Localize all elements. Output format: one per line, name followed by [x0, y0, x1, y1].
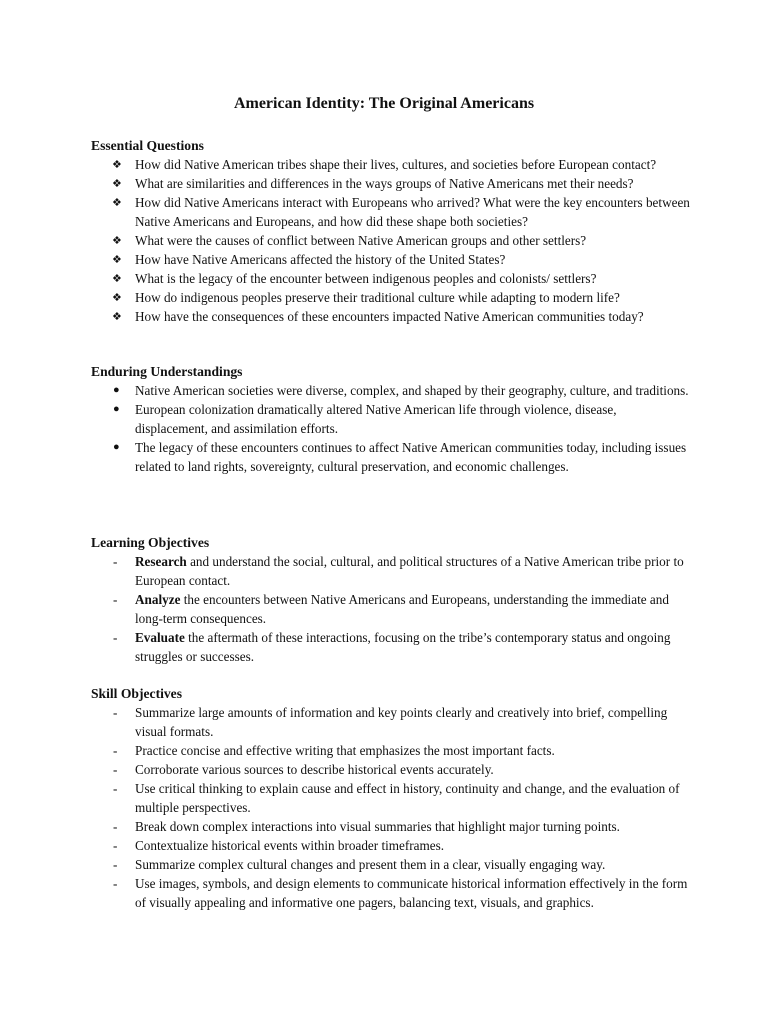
list-item: ❖ How have Native Americans affected the history of the United States?: [112, 252, 506, 267]
list-item: ● The legacy of these encounters continues to affect Native American communities today, including issues related to land rights, sovereignty, cultural preservation, and economic challenges.: [113, 440, 687, 474]
list-item: ❖ How did Native Americans interact with Europeans who arrived? What were the key encounters between Native Americans and Europeans, and how did these shape both societies?: [112, 195, 690, 229]
list-item: - Contextualize historical events within broader timeframes.: [113, 838, 445, 853]
dash-bullet-icon: -: [113, 705, 118, 720]
diamond-bullet-icon: ❖: [112, 291, 122, 304]
list-item: - Summarize large amounts of information and key points clearly and creatively into brief, compelling visual formats.: [113, 705, 668, 739]
dash-bullet-icon: -: [113, 781, 118, 796]
list-item: ● European colonization dramatically altered Native American life through violence, disease, displacement, and assimilation efforts.: [113, 402, 617, 436]
round-bullet-icon: ●: [113, 441, 120, 453]
list-item: - Use images, symbols, and design elements to communicate historical information effectively in the form of visually appealing and informative one pagers, balancing text, visuals, and graphics.: [113, 876, 688, 910]
objective-keyword: Research: [135, 554, 187, 569]
essential-questions-heading: Essential Questions: [91, 138, 204, 153]
dash-bullet-icon: -: [113, 743, 118, 758]
dash-bullet-icon: -: [113, 592, 118, 607]
objective-keyword: Analyze: [135, 592, 181, 607]
diamond-bullet-icon: ❖: [112, 310, 122, 323]
enduring-understandings-list: [91, 381, 691, 476]
diamond-bullet-icon: ❖: [112, 196, 122, 209]
learning-objectives-section: [91, 533, 691, 666]
list-item: - Use critical thinking to explain cause and effect in history, continuity and change, and the evaluation of multiple perspectives.: [113, 781, 680, 815]
list-item: - Analyze the encounters between Native Americans and Europeans, understanding the immediate and long-term consequences.: [113, 592, 669, 626]
list-item: - Practice concise and effective writing that emphasizes the most important facts.: [113, 743, 555, 758]
dash-bullet-icon: -: [113, 762, 118, 777]
diamond-bullet-icon: ❖: [112, 158, 122, 171]
dash-bullet-icon: -: [113, 819, 118, 834]
round-bullet-icon: ●: [113, 384, 120, 396]
dash-bullet-icon: -: [113, 554, 118, 569]
dash-bullet-icon: -: [113, 630, 118, 645]
skill-objectives-list: [91, 703, 691, 912]
round-bullet-icon: ●: [113, 403, 120, 415]
list-item: ❖ What were the causes of conflict between Native American groups and other settlers?: [112, 233, 587, 248]
list-item: ❖ How do indigenous peoples preserve their traditional culture while adapting to modern life?: [112, 290, 620, 305]
list-item: - Research and understand the social, cultural, and political structures of a Native American tribe prior to European contact.: [113, 554, 684, 588]
learning-objectives-list: [91, 552, 691, 666]
diamond-bullet-icon: ❖: [112, 177, 122, 190]
dash-bullet-icon: -: [113, 838, 118, 853]
list-item: ❖ What are similarities and differences in the ways groups of Native Americans met their needs?: [112, 176, 634, 191]
list-item: ❖ What is the legacy of the encounter between indigenous peoples and colonists/ settlers?: [112, 271, 597, 286]
diamond-bullet-icon: ❖: [112, 253, 122, 266]
diamond-bullet-icon: ❖: [112, 272, 122, 285]
document-title: American Identity: The Original Americans: [233, 95, 535, 112]
essential-questions-section: [91, 136, 691, 326]
list-item: - Summarize complex cultural changes and present them in a clear, visually engaging way.: [113, 857, 606, 872]
diamond-bullet-icon: ❖: [112, 234, 122, 247]
list-item: - Break down complex interactions into visual summaries that highlight major turning points.: [113, 819, 620, 834]
skill-objectives-section: [91, 684, 691, 912]
objective-keyword: Evaluate: [135, 630, 185, 645]
list-item: - Evaluate the aftermath of these interactions, focusing on the tribe’s contemporary status and ongoing struggles or successes.: [113, 630, 671, 664]
learning-objectives-heading: Learning Objectives: [91, 535, 210, 550]
list-item: - Corroborate various sources to describe historical events accurately.: [113, 762, 494, 777]
list-item: ❖ How did Native American tribes shape their lives, cultures, and societies before European contact?: [112, 157, 657, 172]
dash-bullet-icon: -: [113, 876, 118, 891]
dash-bullet-icon: -: [113, 857, 118, 872]
enduring-understandings-section: [91, 362, 691, 476]
enduring-understandings-heading: Enduring Understandings: [91, 364, 243, 379]
list-item: ● Native American societies were diverse, complex, and shaped by their geography, culture, and traditions.: [113, 383, 689, 398]
skill-objectives-heading: Skill Objectives: [91, 686, 183, 701]
essential-questions-list: [91, 155, 691, 326]
list-item: ❖ How have the consequences of these encounters impacted Native American communities today?: [112, 309, 644, 324]
